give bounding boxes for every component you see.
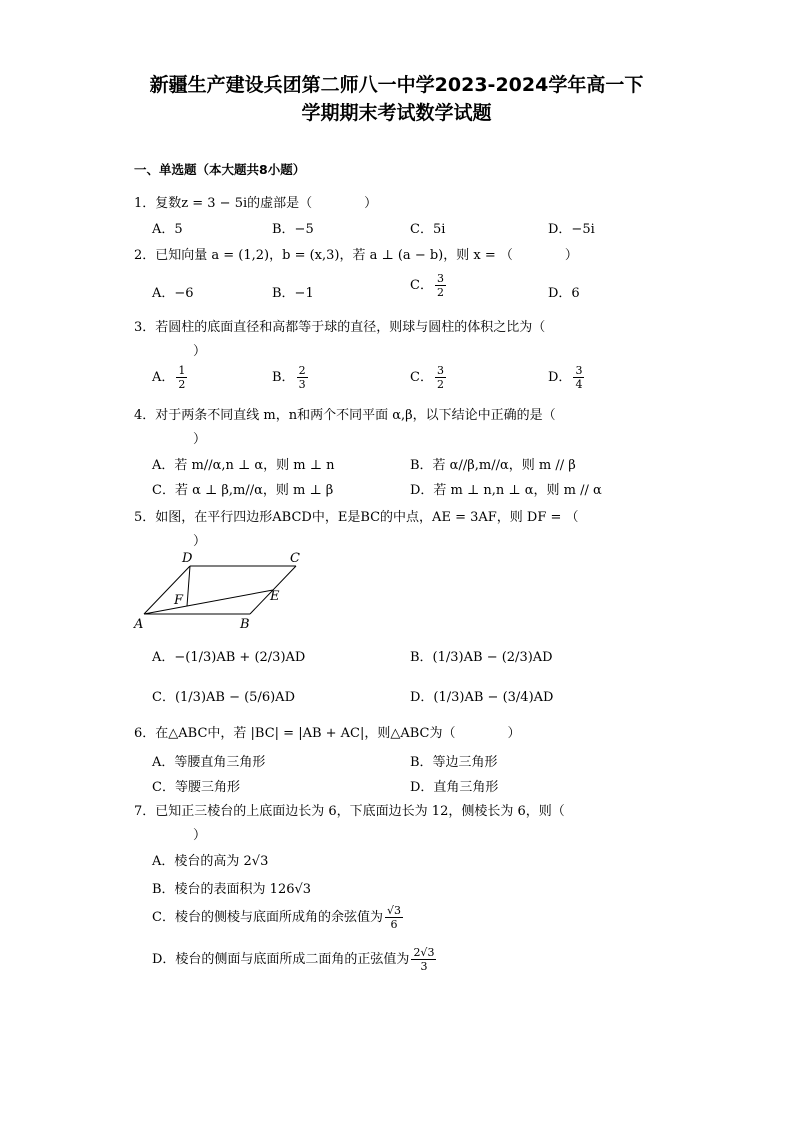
q1-option-d: D．−5i: [548, 222, 595, 237]
question-5-stem: 5．如图，在平行四边形ABCD中，E是BC的中点，AE = 3AF，则 DF = （: [134, 510, 579, 525]
question-2-stem: 2．已知向量 a = (1,2)，b = (x,3)，若 a ⊥ (a − b)，则 x = （ ）: [134, 248, 578, 263]
q3-option-a: A． $\frac{1}{2}$: [152, 364, 186, 391]
q1-option-c: C．5i: [410, 222, 446, 237]
q6-option-d: D．直角三角形: [410, 780, 499, 795]
q1-option-a: A．5: [152, 222, 183, 237]
q2-option-b: B．−1: [272, 286, 314, 301]
segment-df: [187, 566, 190, 606]
q3-option-b: B． $\frac{2}{3}$: [272, 364, 306, 391]
label-b: B: [240, 617, 250, 630]
q7-option-b: B．棱台的表面积为 126√3: [152, 882, 312, 897]
q7-option-a: A．棱台的高为 2√3: [152, 854, 269, 869]
question-6-stem: 6．在△ABC中，若 |BC| = |AB + AC|，则△ABC为（ ）: [134, 726, 521, 741]
label-d: D: [182, 551, 193, 566]
q5-option-d: D．(1/3)AB − (3/4)AD: [410, 690, 554, 705]
q2-option-c-fraction: $\frac{3}{2}$: [436, 272, 444, 299]
question-4-stem: 4．对于两条不同直线 m，n和两个不同平面 α,β，以下结论中正确的是（: [134, 408, 556, 423]
question-7-stem: 7．已知正三棱台的上底面边长为 6，下底面边长为 12，侧棱长为 6，则（: [134, 804, 565, 819]
label-f: F: [174, 593, 184, 608]
question-7-stem-cont: ）: [193, 828, 207, 843]
q4-option-d: D．若 m ⊥ n,n ⊥ α，则 m // α: [410, 483, 602, 498]
q4-option-b: B．若 α//β,m//α，则 m // β: [410, 458, 576, 473]
question-3-stem-cont: ）: [193, 344, 207, 359]
section-heading: 一、单选题（本大题共8小题）: [134, 162, 306, 177]
parallelogram-figure: [132, 548, 312, 630]
q5-option-a: A．−(1/3)AB + (2/3)AD: [152, 650, 306, 665]
q7-option-d: D．棱台的侧面与底面所成二面角的正弦值为 $\frac{2√3}{3}$: [152, 946, 435, 973]
question-3-stem: 3．若圆柱的底面直径和高都等于球的直径，则球与圆柱的体积之比为（: [134, 320, 546, 335]
q4-option-a: A．若 m//α,n ⊥ α，则 m ⊥ n: [152, 458, 335, 473]
q6-option-c: C．等腰三角形: [152, 780, 240, 795]
q2-option-c-label: C．: [410, 278, 433, 293]
q3-option-d: D． $\frac{3}{4}$: [548, 364, 583, 391]
label-c: C: [290, 551, 300, 566]
q2-option-a: A．−6: [152, 286, 194, 301]
q6-option-a: A．等腰直角三角形: [152, 755, 266, 770]
q5-option-b: B．(1/3)AB − (2/3)AD: [410, 650, 553, 665]
q2-option-c: [410, 272, 448, 299]
question-5-stem-cont: ）: [193, 534, 207, 549]
question-1-stem: 1．复数z = 3 − 5i的虚部是（ ）: [134, 196, 378, 211]
question-4-stem-cont: ）: [193, 432, 207, 447]
label-e: E: [270, 589, 280, 604]
exam-title-line1: 新疆生产建设兵团第二师八一中学2023-2024学年高一下: [149, 74, 644, 96]
q7-option-c: C．棱台的侧棱与底面所成角的余弦值为 $\frac{√3}{6}$: [152, 904, 401, 931]
q5-option-c: C．(1/3)AB − (5/6)AD: [152, 690, 295, 705]
q2-option-d: D．6: [548, 286, 580, 301]
label-a: A: [134, 617, 144, 630]
q4-option-c: C．若 α ⊥ β,m//α，则 m ⊥ β: [152, 483, 334, 498]
exam-title-line2: 学期期末考试数学试题: [301, 102, 492, 124]
q3-option-c: C． $\frac{3}{2}$: [410, 364, 444, 391]
q6-option-b: B．等边三角形: [410, 755, 498, 770]
q1-option-b: B．−5: [272, 222, 314, 237]
